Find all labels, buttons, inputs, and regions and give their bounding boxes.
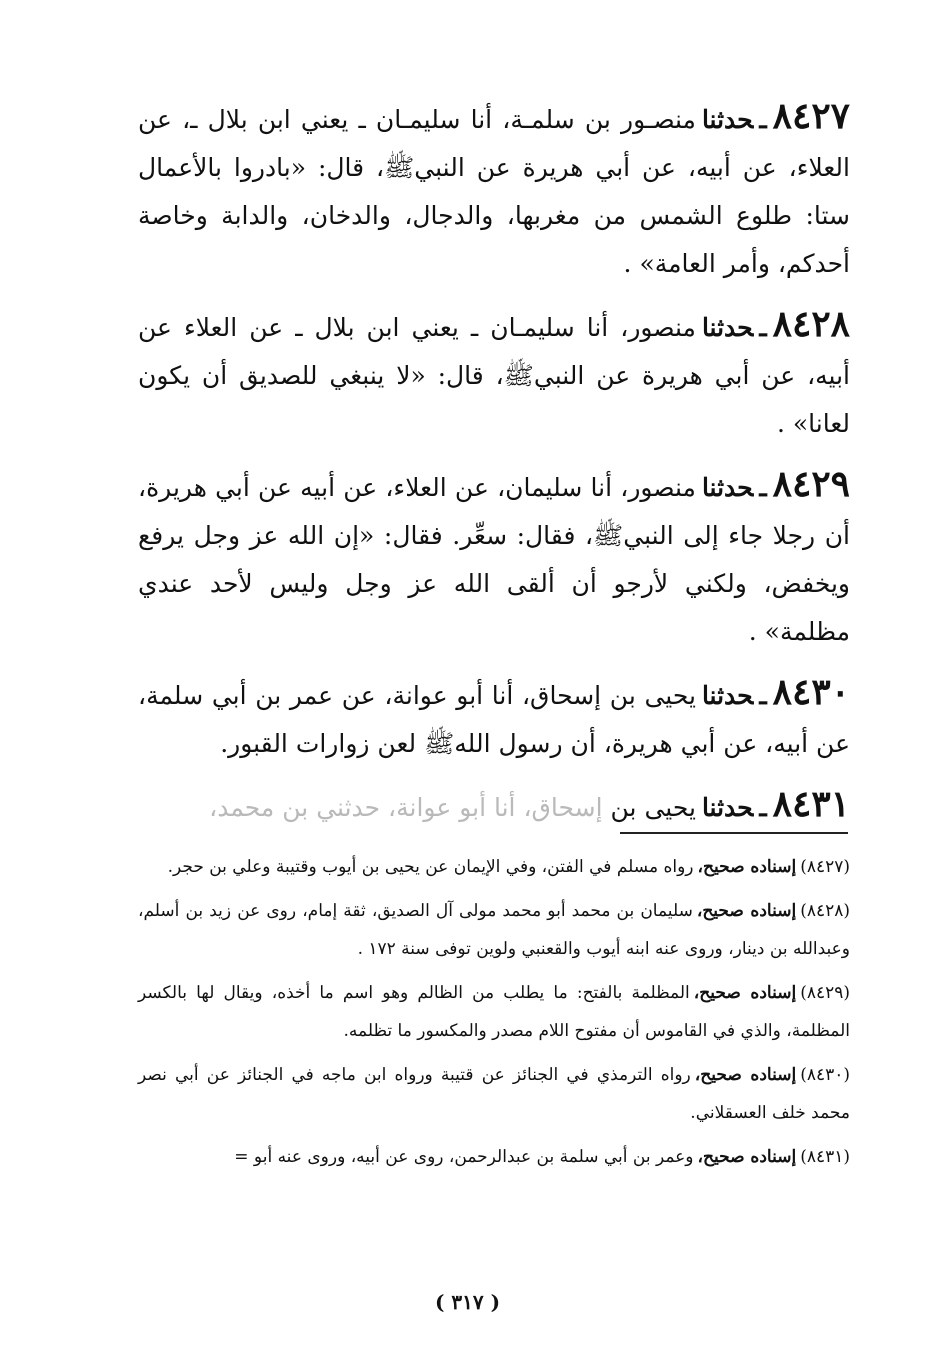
footnote-ref: (٨٤٣٠) (800, 1065, 850, 1085)
hadith-number: ٨٤٣٠ (772, 671, 850, 713)
hadith-number: ٨٤٢٨ (772, 303, 850, 345)
hadith-8427 (138, 92, 850, 288)
footnote-8429 (138, 974, 850, 1050)
hadith-lead: حدثنا (701, 681, 754, 710)
hadith-text: منصـور بن سلمـة، أنا سليمـان ـ يعني ابن بلال ـ، عن العلاء، عن أبيه، عن أبي هريرة عن النبيﷺ، قال: «بادروا بالأعمال ستا: طلوع الشمس من مغربها، والدجال، والدخان، والدابة وخاصة أحدكم، وأمر العامة» . (138, 105, 850, 278)
footnote-ref: (٨٤٢٨) (800, 901, 850, 921)
hadith-text: منصور، أنا سليمان، عن العلاء، عن أبيه عن أبي هريرة، أن رجلا جاء إلى النبيﷺ، فقال: سعِّر. فقال: «إن الله عز وجل يرفع ويخفض، ولكني لأرجو أن ألقى الله عز وجل وليس لأحد عندي مظلمة» . (138, 473, 850, 646)
hadith-text: يحيى بن إسحاق، أنا أبو عوانة، عن عمر بن أبي سلمة، عن أبيه، عن أبي هريرة، أن رسول اللهﷺ لعن زوارات القبور. (138, 681, 850, 758)
hadith-dash: ـ (759, 313, 767, 342)
footnote-verdict: إسناده صحيح، (694, 1065, 797, 1085)
main-text (138, 92, 850, 844)
footnote-text: وعمر بن أبي سلمة بن عبدالرحمن، روى عن أبيه، وروى عنه أبو = (234, 1147, 694, 1167)
footnote-8430 (138, 1056, 850, 1132)
hadith-8431 (138, 780, 850, 832)
hadith-number: ٨٤٢٩ (772, 463, 850, 505)
hadith-dash: ـ (759, 681, 767, 710)
footnote-8431 (138, 1138, 850, 1176)
hadith-dash: ـ (759, 473, 767, 502)
hadith-number: ٨٤٢٧ (772, 95, 850, 137)
footnote-8428 (138, 892, 850, 968)
footnote-text: سليمان بن محمد أبو محمد مولى آل الصديق، ثقة إمام، روى عن زيد بن أسلم، وعبدالله بن دينار، وروى عنه ابنه أيوب والقعنبي ولوين توفى سنة ١٧٢ . (138, 901, 850, 959)
hadith-dash: ـ (759, 793, 767, 822)
hadith-text: يحيى بن (610, 793, 696, 822)
footnote-8427 (138, 848, 850, 886)
footnote-verdict: إسناده صحيح، (693, 983, 797, 1003)
hadith-lead: حدثنا (701, 105, 754, 134)
footnote-text: رواه الترمذي في الجنائز عن قتيبة ورواه ابن ماجه في الجنائز عن أبي نصر محمد خلف العسقلاني. (138, 1065, 850, 1123)
hadith-lead: حدثنا (701, 473, 754, 502)
hadith-text: منصور، أنا سليمـان ـ يعني ابن بلال ـ عن العلاء عن أبيه، عن أبي هريرة عن النبيﷺ، قال: «لا ينبغي للصديق أن يكون لعانا» . (138, 313, 850, 438)
hadith-8429 (138, 460, 850, 656)
page-number: ( ٣١٧ ) (434, 1290, 501, 1314)
footnote-verdict: إسناده صحيح، (697, 1147, 797, 1167)
footnote-separator (620, 832, 848, 834)
hadith-number: ٨٤٣١ (772, 783, 850, 825)
footnote-text: رواه مسلم في الفتن، وفي الإيمان عن يحيى بن أيوب وقتيبة وعلي بن حجر. (167, 857, 694, 877)
hadith-lead: حدثنا (701, 793, 754, 822)
footnote-ref: (٨٤٢٧) (800, 857, 850, 877)
hadith-lead: حدثنا (701, 313, 754, 342)
hadith-text-faded: إسحاق، أنا أبو عوانة، حدثني بن محمد، (209, 793, 603, 822)
footnote-text: المظلمة بالفتح: ما يطلب من الظالم وهو اسم ما أخذه، ويقال لها بالكسر المظلمة، والذي في القاموس أن مفتوح اللام مصدر والمكسور ما تظلمه. (138, 983, 850, 1041)
footnote-verdict: إسناده صحيح، (696, 901, 797, 921)
hadith-8430 (138, 668, 850, 768)
footnote-ref: (٨٤٢٩) (800, 983, 850, 1003)
hadith-8428 (138, 300, 850, 448)
footnote-ref: (٨٤٣١) (800, 1147, 850, 1167)
footnotes (138, 848, 850, 1182)
hadith-dash: ـ (759, 105, 767, 134)
footnote-verdict: إسناده صحيح، (697, 857, 797, 877)
